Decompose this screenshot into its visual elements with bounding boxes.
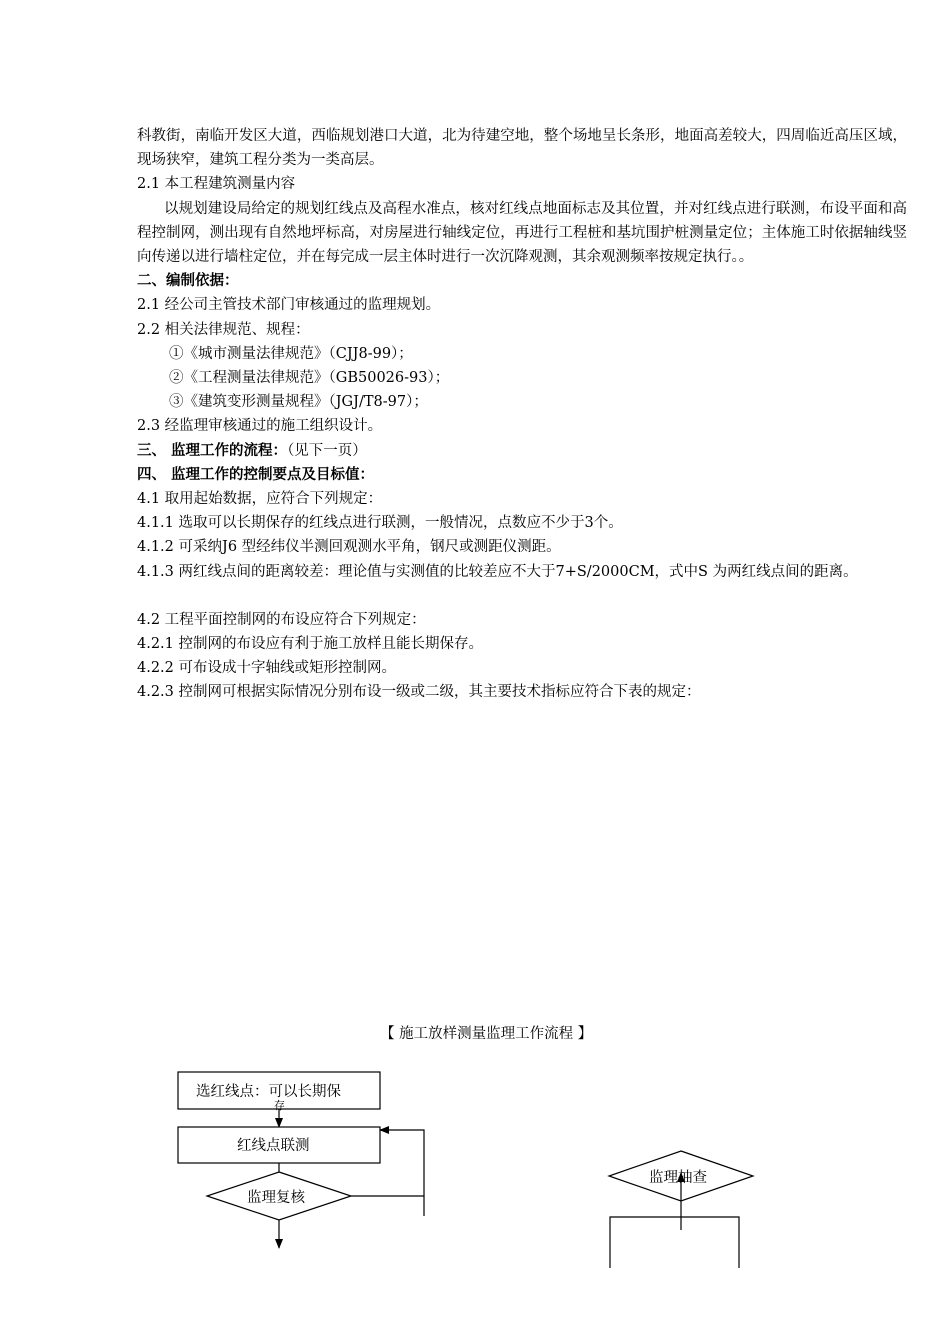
flowchart-title: 【 施工放样测量监理工作流程 】 (380, 1026, 593, 1042)
flow-box-select-points-overflow: 存 (274, 1099, 285, 1112)
basis-item-2-3: 2.3 经监理审核通过的施工组织设计。 (137, 418, 383, 435)
regulation-item-3: ③《建筑变形测量规程》（JGJ/T8-97）； (169, 394, 428, 411)
control-item-4-2: 4.2 工程平面控制网的布设应符合下列规定： (137, 611, 426, 628)
section-2-1-heading: 2.1 本工程建筑测量内容 (137, 176, 296, 193)
flow-loop-return (380, 1130, 424, 1196)
heading-workflow-label: 三、 监理工作的流程： (137, 441, 288, 459)
regulation-item-2: ②《工程测量法律规范》（GB50026-93）； (169, 370, 450, 387)
flow-diamond-review-label: 监理复核 (247, 1190, 305, 1206)
control-item-4-1-3: 4.1.3 两红线点间的距离较差：理论值与实测值的比较差应不大于7+S/2000CM，式中S 为两红线点间的距离。 (137, 563, 858, 580)
heading-workflow-note: （见下一页） (287, 442, 367, 459)
paragraph-site: 科教街，南临开发区大道，西临规划港口大道，北为待建空地，整个场地呈长条形，地面高差较大，四周临近高压区域，现场狭窄，建筑工程分类为一类高层。 (137, 128, 907, 169)
control-item-4-1: 4.1 取用起始数据，应符合下列规定： (137, 491, 383, 508)
control-item-4-1-1: 4.1.1 选取可以长期保存的红线点进行联测，一般情况，点数应不少于3个。 (137, 515, 623, 532)
control-item-4-2-1: 4.2.1 控制网的布设应有利于施工放样且能长期保存。 (137, 636, 484, 653)
flow-box-joint-survey-label: 红线点联测 (237, 1138, 310, 1154)
control-item-4-2-3: 4.2.3 控制网可根据实际情况分别布设一级或二级，其主要技术指标应符合下表的规定： (137, 684, 701, 701)
heading-control-points: 四、 监理工作的控制要点及目标值： (137, 465, 375, 483)
control-item-4-1-2: 4.1.2 可采纳J6 型经纬仪半测回观测水平角，钢尺或测距仪测距。 (137, 539, 561, 556)
flow-diamond-spot-check-label: 监理抽查 (649, 1170, 707, 1186)
flow-box-select-points-label: 选红线点：可以长期保 (196, 1084, 341, 1100)
paragraph-survey-content: 以规划建设局给定的规划红线点及高程水准点，核对红线点地面标志及其位置，并对红线点进行联测，布设平面和高程控制网，测出现有自然地坪标高，对房屋进行轴线定位，再进行工程桩和基坑围护桩测量定位；主体施工时依据轴线竖向传递以进行墙柱定位，并在每完成一层主体时进行一次沉降观测，其余观测频率按规定执行。。 (137, 200, 907, 266)
regulation-item-1: ①《城市测量法律规范》（CJJ8-99）； (169, 345, 413, 362)
control-item-4-2-2: 4.2.2 可布设成十字轴线或矩形控制网。 (137, 660, 397, 677)
flow-loop-line (351, 1196, 424, 1216)
basis-item-2-2: 2.2 相关法律规范、规程： (137, 321, 310, 338)
flow-frame-bottom (610, 1217, 739, 1268)
basis-item-2-1: 2.1 经公司主管技术部门审核通过的监理规划。 (137, 297, 441, 314)
heading-basis: 二、编制依据： (137, 272, 239, 290)
